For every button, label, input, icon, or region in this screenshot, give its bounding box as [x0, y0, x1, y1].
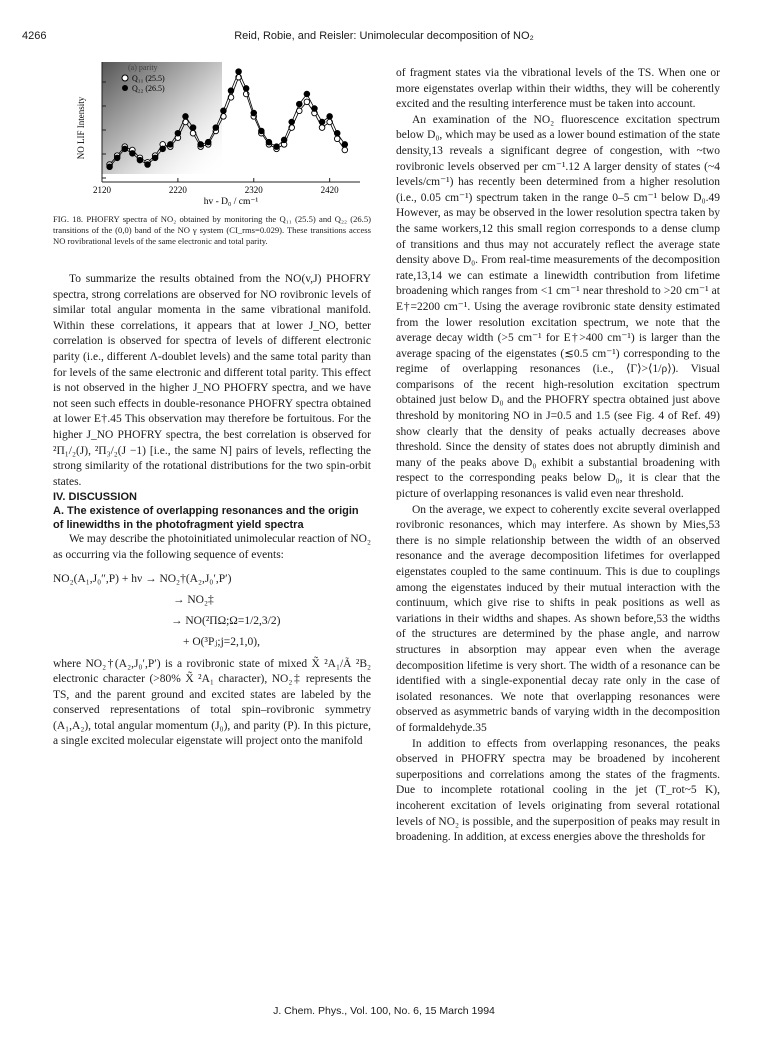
data-point [213, 125, 219, 131]
subsection-heading: A. The existence of overlapping resonances and the origin of linewidths in the photofragment yield spectra [53, 505, 359, 532]
phofry-chart [70, 56, 370, 206]
legend-title: (a) parity [128, 63, 158, 72]
data-point [167, 142, 173, 148]
legend-entry-q11: Q₁₁ (25.5) [132, 74, 165, 83]
data-point [145, 162, 151, 168]
equation-line: + O(³Pⱼ;j=2,1,0), [183, 635, 260, 648]
equation-line: NO₂(A₁,J₀″,P) + hν → NO₂†(A₂,J₀′,P′) [53, 572, 232, 585]
data-point [107, 164, 113, 170]
data-point [327, 114, 333, 120]
x-tick-label: 2420 [320, 185, 339, 195]
paragraph: of fragment states via the vibrational levels of the TS. When one or more eigenstates overlap within their widths, they will be coherently excited and the resulting interference must be taken into account. [396, 67, 720, 111]
section-heading: IV. DISCUSSION [53, 491, 137, 504]
data-point [304, 91, 310, 97]
data-point [183, 114, 189, 120]
data-point [130, 151, 136, 157]
data-point [334, 130, 340, 136]
data-point [334, 136, 340, 142]
running-header [22, 30, 746, 46]
data-point [243, 86, 249, 92]
data-point [342, 142, 348, 148]
x-tick-label: 2120 [93, 185, 111, 195]
figure-18 [70, 56, 370, 206]
data-point [296, 101, 302, 107]
data-point [114, 155, 120, 161]
paragraph: We may describe the photoinitiated unimolecular reaction of NO₂ as occurring via the following sequence of events: [53, 533, 371, 561]
paragraph: To summarize the results obtained from the NO(v,J) PHOFRY spectra, strong correlations are observed for NO rovibronic levels of similar total angular momenta in the same vibrational manifold. Within these correlations, it appears that at lower J_NO, better correlation is observed for spectra of levels of different electronic parity (i.e., different Λ-doublet levels) and the same total parity than for levels of the same electronic and different total parity. This effect is not observed in the higher J_NO PHOFRY spectra, and we have not seen such effects in double-resonance PHOFRY spectra obtained at lower E†.45 This observation may therefore be fortuitous. For the higher J_NO PHOFRY spectra, the best correlation is observed for ²Π₁/₂(J), ²Π₃/₂(J −1) [i.e., the same N] pairs of levels, reflecting the strong similarity of the rotational distributions for the two spin-orbit states. [53, 273, 371, 488]
data-point [198, 142, 204, 148]
paragraph: On the average, we expect to coherently excite several overlapped rovibronic resonances, which may interfere. As shown by Mies,53 there is no simple relationship between the width of an observed resonance and the average decomposition lifetimes for overlapped eigenstates coupled to the same continuum. This is due to couplings among the eigenstates induced by their mutual interaction with the continuum, which give rise to shifts in peak positions as well as variations in their widths and shapes. As shown before,53 the widths of the structures are determined by the phase angle, and narrow structures in absorption may appear even when the average decomposition lifetime is very short. The width of a resonance can be identified with a single-exponential decay rate only in the case of isolated resonances. We note that overlapping resonances were observed as asymmetric bands of varying width in the decomposition of formaldehyde.35 [396, 503, 720, 734]
equation-line: → NO(²ΠΩ;Ω=1/2,3/2) [171, 614, 281, 627]
x-axis-label: hv - D₀ / cm⁻¹ [203, 197, 259, 206]
data-point [228, 88, 234, 94]
data-point [152, 155, 158, 161]
x-tick-label: 2220 [168, 185, 187, 195]
equation-line: → NO₂‡ [173, 593, 214, 606]
data-point [266, 139, 272, 145]
figure-caption: FIG. 18. PHOFRY spectra of NO₂ obtained by monitoring the Q₁₁ (25.5) and Q₂₂ (26.5) transitions of the (0,0) band of the NO γ system (CI_rms=0.029). These transitions access NO rovibrational levels of the same electronic and total parity. [53, 214, 371, 246]
data-point [251, 110, 257, 116]
data-point [312, 106, 318, 112]
data-point [259, 128, 265, 134]
data-point [342, 147, 348, 153]
left-column [53, 272, 371, 750]
data-point [190, 125, 196, 131]
data-point [137, 157, 143, 163]
page-number: 4266 [22, 30, 47, 42]
legend-entry-q22: Q₂₂ (26.5) [132, 84, 165, 93]
running-title: Reid, Robie, and Reisler: Unimolecular decomposition of NO₂ [234, 30, 534, 42]
data-point [160, 146, 166, 152]
data-point [205, 139, 211, 145]
data-point [319, 119, 325, 125]
paragraph: where NO₂†(A₂,J₀′,P′) is a rovibronic state of mixed X̃ ²A₁/Ã ²B₂ electronic character (>80% X̃ ²A₁ character), NO₂‡ represents the TS, and the parent ground and excited states are labeled by the conserved representations of total spin–rovibronic symmetry (A₁,A₂), total angular momentum (J₀), and parity (P). In this picture, a single excited molecular eigenstate will project onto the manifold [53, 657, 371, 748]
data-point [221, 108, 227, 114]
x-tick-label: 2320 [244, 185, 263, 195]
paragraph: In addition to effects from overlapping resonances, the peaks observed in PHOFRY spectra may be broadened by incoherent superpositions and correlations among the states of the fragments. Due to incomplete rotational cooling in the jet (T_rot~5 K), incoherent excitation of levels originating from several rotational levels of NO₂ is possible, and the superposition of peaks may result in broadening. In addition, at excess energies above the thresholds for [396, 737, 720, 844]
data-point [319, 125, 325, 131]
data-point [122, 146, 128, 152]
data-point [289, 119, 295, 125]
data-point [304, 99, 310, 105]
data-point [175, 130, 181, 136]
data-point [281, 137, 287, 143]
right-column [396, 66, 720, 846]
y-axis-label: NO LIF Intensity [76, 96, 86, 160]
data-point [274, 144, 280, 150]
reaction-scheme [53, 569, 371, 653]
journal-footer: J. Chem. Phys., Vol. 100, No. 6, 15 March 1994 [273, 1005, 495, 1017]
data-point [236, 69, 242, 75]
paragraph: An examination of the NO₂ fluorescence excitation spectrum below D₀, which may be used as a lower bound estimation of the state density,13 reveals a significant degree of congestion, with ~two rovibronic levels observed per cm⁻¹.12 A larger density of states (~4 levels/cm⁻¹) has recently been determined from a higher resolution (i.e., 0.05 cm⁻¹) spectrum taken in the range 0–5 cm⁻¹ below D₀.49 However, as may be observed in the lower resolution spectra taken by the same workers,12 this small region corresponds to a dense clump of transitions and thus may not accurately reflect the average state density above D₀. From real-time measurements of the decomposition rate,13,14 we can estimate a linewidth contribution from lifetime broadening which ranges from <1 cm⁻¹ near threshold to >20 cm⁻¹ at E†=2200 cm⁻¹. Using the average rovibronic state density estimated from the lower resolution excitation spectrum, we note that the average decay width (>5 cm⁻¹ for E†>400 cm⁻¹) is larger than the average spacing of the eigenstates (≲0.5 cm⁻¹) corresponding to the regime of overlapping resonances (i.e., ⟨Γ⟩>⟨1/ρ⟩). Visual comparisons of the recent high-resolution excitation spectrum obtained just below D₀ and the PHOFRY spectra obtained just above threshold by monitoring NO in J=0.5 and 1.5 (see Fig. 4 of Ref. 49) show clearly that the density of peaks actually decreases above threshold. Since the density of states does not abruptly diminish and many of the peaks above D₀ exhibit a substantial broadening with respect to the corresponding peaks below D₀, it is clear that the picture of overlapping resonances is valid even near threshold. [396, 113, 720, 501]
legend-filled-marker [122, 85, 128, 91]
legend-open-marker [122, 75, 128, 81]
